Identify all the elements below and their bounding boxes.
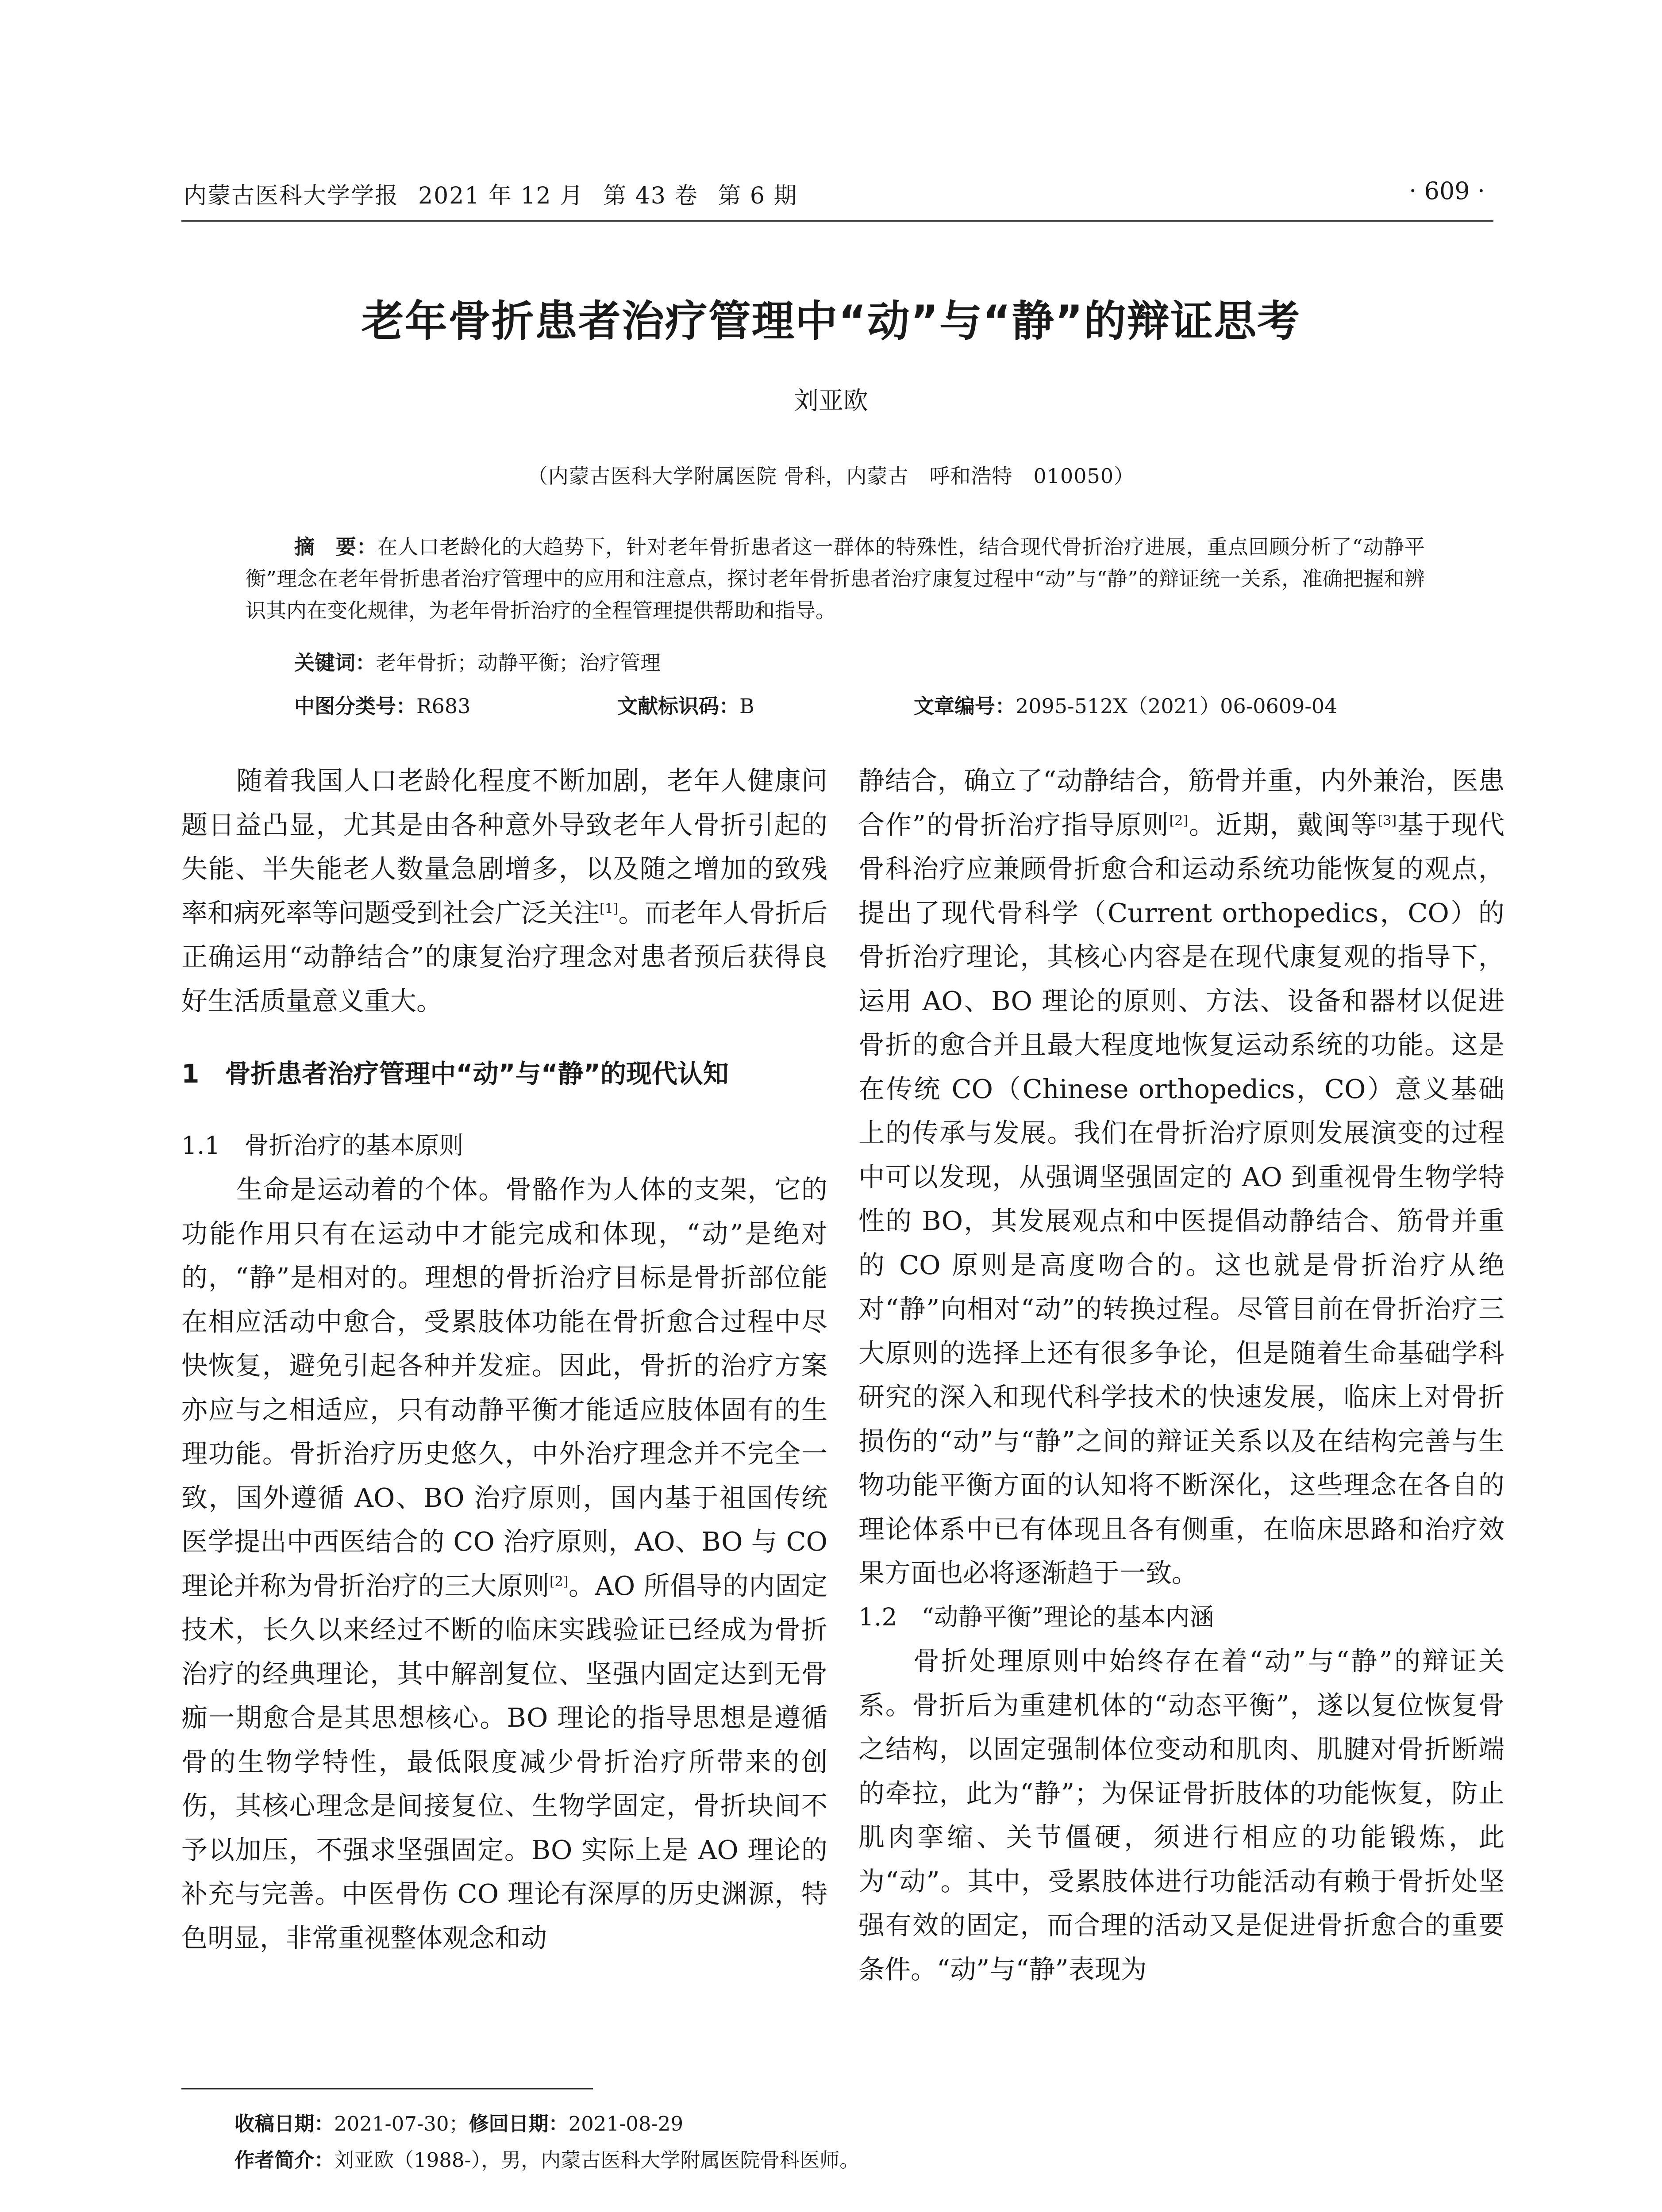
page-number: · 609 · <box>1409 177 1485 205</box>
intro-paragraph: 随着我国人口老龄化程度不断加剧，老年人健康问题日益凸显，尤其是由各种意外导致老年人骨折引起的失能、半失能老人数量急剧增多，以及随之增加的致残率和病死率等问题受到社会广泛关注[1]。而老年人骨折后正确运用“动静结合”的康复治疗理念对患者预后获得良好生活质量意义重大。 <box>181 765 827 1016</box>
doc-code-label: 文献标识码： <box>617 694 739 718</box>
running-header <box>184 177 817 210</box>
left-column <box>181 759 827 1960</box>
body-paragraph: 静结合，确立了“动静结合，筋骨并重，内外兼治，医患合作”的骨折治疗指导原则[2]。近期，戴闽等[3]基于现代骨科治疗应兼顾骨折愈合和运动系统功能恢复的观点，提出了现代骨科学（Current orthopedics，CO）的骨折治疗理论，其核心内容是在现代康复观的指导下，运用 AO、BO 理论的原则、方法、设备和器材以促进骨折的愈合并且最大程度地恢复运动系统的功能。这是在传统 CO（Chinese orthopedics，CO）意义基础上的传承与发展。我们在骨折治疗原则发展演变的过程中可以发现，从强调坚强固定的 AO 到重视骨生物学特性的 BO，其发展观点和中医提倡动静结合、筋骨并重的 CO 原则是高度吻合的。这也就是骨折治疗从绝对“静”向相对“动”的转换过程。尽管目前在骨折治疗三大原则的选择上还有很多争论，但是随着生命基础学科研究的深入和现代科学技术的快速发展，临床上对骨折损伤的“动”与“静”之间的辩证关系以及在结构完善与生物功能平衡方面的认知将不断深化，这些理念在各自的理论体系中已有体现且各有侧重，在临床思路和治疗效果方面也必将逐渐趋于一致。 <box>858 765 1504 1588</box>
keywords-label: 关键词： <box>294 651 376 675</box>
author-name: 刘亚欧 <box>794 387 868 415</box>
issue: 第 6 期 <box>718 183 798 209</box>
doc-code-field <box>617 690 754 719</box>
right-column <box>858 759 1504 1991</box>
subsection-heading: 1.2 “动静平衡”理论的基本内涵 <box>858 1602 1214 1631</box>
clc-value: R683 <box>416 694 471 718</box>
abstract <box>246 531 1425 626</box>
dates-line: 收稿日期：2021-07-30；修回日期：2021-08-29 <box>235 2112 683 2135</box>
body-paragraph: 生命是运动着的个体。骨骼作为人体的支架，它的功能作用只有在运动中才能完成和体现，“动”是绝对的，“静”是相对的。理想的骨折治疗目标是骨折部位能在相应活动中愈合，受累肢体功能在骨折愈合过程中尽快恢复，避免引起各种并发症。因此，骨折的治疗方案亦应与之相适应，只有动静平衡才能适应肢体固有的生理功能。骨折治疗历史悠久，中外治疗理念并不完全一致，国外遵循 AO、BO 治疗原则，国内基于祖国传统医学提出中西医结合的 CO 治疗原则，AO、BO 与 CO 理论并称为骨折治疗的三大原则[2]。AO 所倡导的内固定技术，长久以来经过不断的临床实践验证已经成为骨折治疗的经典理论，其中解剖复位、坚强内固定达到无骨痂一期愈合是其思想核心。BO 理论的指导思想是遵循骨的生物学特性，最低限度减少骨折治疗所带来的创伤，其核心理念是间接复位、生物学固定，骨折块间不予以加压，不强求坚强固定。BO 实际上是 AO 理论的补充与完善。中医骨伤 CO 理论有深厚的历史渊源，特色明显，非常重视整体观念和动 <box>181 1174 827 1953</box>
citation-ref[interactable]: [3] <box>1377 812 1397 828</box>
article-number-label: 文章编号： <box>914 694 1016 718</box>
subsection-heading: 1.1 骨折治疗的基本原则 <box>181 1131 464 1160</box>
journal-name: 内蒙古医科大学学报 <box>184 183 399 209</box>
body-paragraph: 骨折处理原则中始终存在着“动”与“静”的辩证关系。骨折后为重建机体的“动态平衡”，遂以复位恢复骨之结构，以固定强制体位变动和肌肉、肌腱对骨折断端的牵拉，此为“静”；为保证骨折肢体的功能恢复，防止肌肉挛缩、关节僵硬，须进行相应的功能锻炼，此为“动”。其中，受累肢体进行功能活动有赖于骨折处坚强有效的固定，而合理的活动又是促进骨折愈合的重要条件。“动”与“静”表现为 <box>858 1646 1504 1985</box>
received-date: 2021-07-30 <box>334 2112 449 2135</box>
citation-ref[interactable]: [1] <box>599 900 619 916</box>
doc-code-value: B <box>739 694 754 718</box>
author-bio: 刘亚欧（1988-），男，内蒙古医科大学附属医院骨科医师。 <box>334 2148 860 2172</box>
footnote-rule <box>181 2088 593 2089</box>
citation-ref[interactable]: [2] <box>1169 812 1189 828</box>
author-bio-line <box>235 2142 859 2178</box>
clc-label: 中图分类号： <box>294 694 416 718</box>
article-title: 老年骨折患者治疗管理中“动”与“静”的辩证思考 <box>361 296 1301 346</box>
section-heading: 1 骨折患者治疗管理中“动”与“静”的现代认知 <box>181 1059 729 1089</box>
header-rule <box>181 220 1493 222</box>
article-number-field <box>914 690 1337 719</box>
received-label: 收稿日期： <box>235 2112 335 2135</box>
footnotes <box>235 2106 859 2178</box>
volume: 第 43 卷 <box>603 183 699 209</box>
clc-field <box>294 694 470 718</box>
citation-ref[interactable]: [2] <box>549 1573 569 1589</box>
bio-label: 作者简介： <box>235 2148 335 2172</box>
affiliation: （内蒙古医科大学附属医院 骨科，内蒙古 呼和浩特 010050） <box>527 464 1135 488</box>
keywords <box>294 647 661 676</box>
revised-date: 2021-08-29 <box>568 2112 683 2135</box>
revised-label: 修回日期： <box>469 2112 569 2135</box>
article-number-value: 2095-512X（2021）06-0609-04 <box>1016 694 1338 718</box>
keywords-text: 老年骨折；动静平衡；治疗管理 <box>376 651 661 675</box>
abstract-text: 在人口老龄化的大趋势下，针对老年骨折患者这一群体的特殊性，结合现代骨折治疗进展，重点回顾分析了“动静平衡”理念在老年骨折患者治疗管理中的应用和注意点，探讨老年骨折患者治疗康复过程中“动”与“静”的辩证统一关系，准确把握和辨识其内在变化规律，为老年骨折治疗的全程管理提供帮助和指导。 <box>246 535 1425 622</box>
abstract-label: 摘 要： <box>294 535 377 559</box>
issue-date: 2021 年 12 月 <box>418 183 584 209</box>
classification-line <box>294 690 1400 719</box>
